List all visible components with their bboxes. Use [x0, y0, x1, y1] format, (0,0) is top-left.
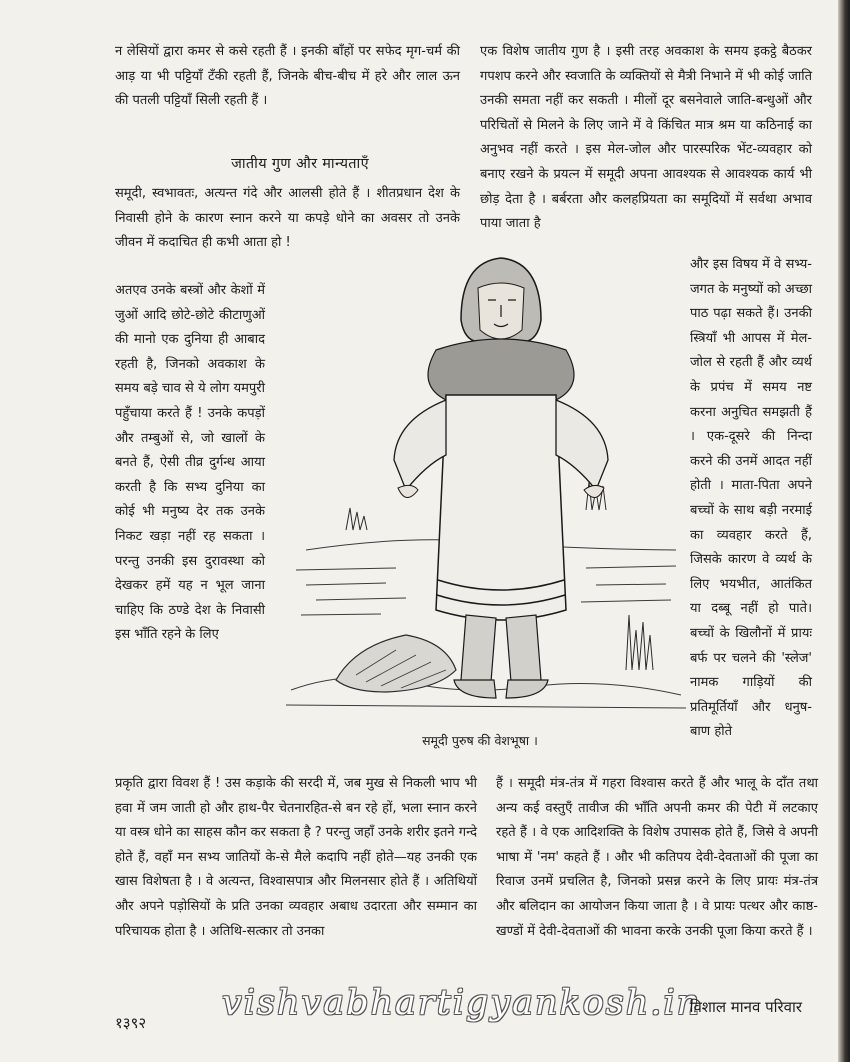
page-edge-shadow	[838, 0, 850, 1062]
page-number: १३९२	[115, 1014, 147, 1032]
section-heading: जातीय गुण और मान्यताएँ	[231, 156, 369, 172]
right-column-top	[480, 40, 812, 237]
bottom-left-column	[115, 772, 477, 944]
watermark: vishvabhartigyankosh.in	[222, 983, 702, 1023]
paragraph-climate: प्रकृति द्वारा विवश हैं ! उस कड़ाके की सरदी में, जब मुख से निकली भाप भी हवा में जम जाती हो और हाथ-पैर चेतनारहित-से बन रहे हों, भला स्नान करने या वस्त्र धोने का साहस कौन कर सकता है ? परन्तु जहाँ उनके शरीर इतने गन्दे होते हैं, वहाँ मन सभ्य जातियों के-से मैले कदापि नहीं होते—यह उनकी एक खास विशेषता है । वे अत्यन्त, विश्वासपात्र और मिलनसार होते हैं । अतिथियों और अपने पड़ोसियों के प्रति उनका व्यवहार अबाध उदारता और सम्मान का परिचायक होता है । अतिथि-सत्कार तो उनका	[115, 776, 477, 939]
paragraph-habits: समूदी, स्वभावतः, अत्यन्त गंदे और आलसी होते हैं । शीतप्रधान देश के निवासी होने के कारण स्नान करने या कपड़े धोने का अवसर तो उनके जीवन में कदाचित ही कभी आता हो !	[115, 186, 460, 251]
figure-caption: समूदी पुरुष की वेशभूषा ।	[422, 733, 538, 748]
left-column-top	[115, 40, 460, 114]
running-footer-title: विशाल मानव परिवार	[689, 998, 802, 1016]
right-narrow-column	[690, 253, 812, 745]
paragraph-hospitality: एक विशेष जातीय गुण है । इसी तरह अवकाश के समय इकट्ठे बैठकर गपशप करने और स्वजाति के व्यक्तियों से मैत्री निभाने में भी कोई जाति उनकी समता नहीं कर सकती । मीलों दूर बसनेवाले जाति-बन्धुओं और परिचितों से मिलने के लिए जाने में वे किंचित मात्र श्रम या कठिनाई का अनुभव नहीं करते । इस मेल-जोल और पारस्परिक भेंट-व्यवहार को बनाए रखने के प्रयत्न में समूदी अपना आवश्यक से आवश्यक कार्य भी छोड़ देता है । बर्बरता और कलहप्रियता का समूदियों में सर्वथा अभाव पाया जाता है	[480, 44, 812, 232]
eskimo-man-illustration	[286, 250, 686, 720]
left-narrow-column	[115, 279, 265, 648]
paragraph-family: और इस विषय में वे सभ्य-जगत के मनुष्यों को अच्छा पाठ पढ़ा सकते हैं। उनकी स्त्रियाँ भी आपस में मेल-जोल से रहती हैं और व्यर्थ के प्रपंच में समय नष्ट करना अनुचित समझती हैं । एक-दूसरे की निन्दा करने की उनमें आदत नहीं होती । माता-पिता अपने बच्चों के साथ बड़ी नरमाई का व्यवहार करते हैं, जिसके कारण वे व्यर्थ के लिए भयभीत, आतंकित या दब्बू नहीं हो पाते। बच्चों के खिलौनों में प्रायः बर्फ पर चलने की 'स्लेज' नामक गाड़ियों की प्रतिमूर्तियाँ और धनुष-बाण होते	[690, 257, 812, 740]
paragraph-clothing: न लेसियों द्वारा कमर से कसे रहती हैं । इनकी बाँहों पर सफेद मृग-चर्म की आड़ या भी पट्टियाँ टँकी रहती हैं, जिनके बीच-बीच में हरे और लाल ऊन की पतली पट्टियाँ सिली रहती हैं ।	[115, 44, 460, 109]
bottom-right-column	[496, 772, 818, 944]
paragraph-lice-odor: अतएव उनके बस्त्रों और केशों में जुओं आदि छोटे-छोटे कीटाणुओं की मानो एक दुनिया ही आबाद रहती है, जिनको अवकाश के समय बड़े चाव से ये लोग यमपुरी पहुँचाया करते हैं ! उनके कपड़ों और तम्बुओं से, जो खालों के बनते हैं, ऐसी तीव्र दुर्गन्ध आया करती है कि सभ्य दुनिया का कोई भी मनुष्य देर तक उनके निकट खड़ा नहीं रह सकता । परन्तु उनकी इस दुरावस्था को देखकर हमें यह न भूल जाना चाहिए कि ठण्डे देश के निवासी इस भाँति रहने के लिए	[115, 283, 265, 643]
paragraph-beliefs: हैं । समूदी मंत्र-तंत्र में गहरा विश्वास करते हैं और भालू के दाँत तथा अन्य कई वस्तुएँ तावीज की भाँति अपनी कमर की पेटी में लटकाए रहते हैं । वे एक आदिशक्ति के विशेष उपासक होते हैं, जिसे वे अपनी भाषा में 'नम' कहते हैं । और भी कतिपय देवी-देवताओं की पूजा का रिवाज उनमें प्रचलित है, जिनको प्रसन्न करने के लिए प्रायः मंत्र-तंत्र और बलिदान का आयोजन किया जाता है । वे प्रायः पत्थर और काष्ठ-खण्डों में देवी-देवताओं की भावना करके उनकी पूजा किया करते हैं ।	[496, 776, 818, 939]
left-column-intro	[115, 182, 460, 256]
